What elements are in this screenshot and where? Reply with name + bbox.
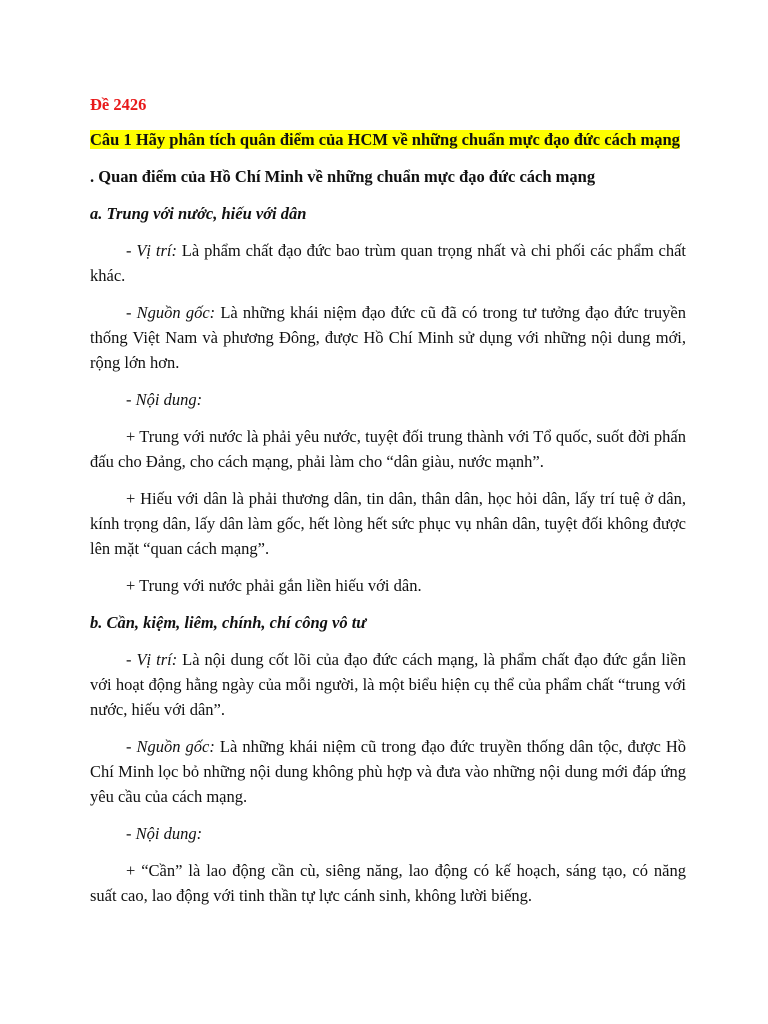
part-b-position [90, 647, 686, 722]
part-b-position-text: Là nội dung cốt lõi của đạo đức cách mạng, là phẩm chất đạo đức gắn liền với hoạt động hằng ngày của mỗi người, là một biểu hiện cụ thể của phẩm chất “trung với nước, hiếu với dân”. [90, 650, 686, 719]
part-b-item: + “Cần” là lao động cần cù, siêng năng, lao động có kế hoạch, sáng tạo, có năng suất cao, lao động với tinh thần tự lực cánh sinh, không lười biếng. [90, 861, 686, 905]
part-a-origin [90, 300, 686, 375]
question-highlight: Câu 1 Hãy phân tích quân điểm của HCM về những chuẩn mực đạo đức cách mạng [90, 130, 680, 149]
part-b-origin-text: Là những khái niệm cũ trong đạo đức truyền thống dân tộc, được Hồ Chí Minh lọc bỏ những nội dung không phù hợp và đưa vào những nội dung mới đáp ứng yêu cầu của cách mạng. [90, 737, 686, 806]
part-b-origin [90, 734, 686, 809]
exam-code: Đề 2426 [90, 95, 147, 114]
document-body [90, 92, 686, 920]
part-a-origin-text: Là những khái niệm đạo đức cũ đã có trong tư tưởng đạo đức truyền thống Việt Nam và phương Đông, được Hồ Chí Minh sử dụng với những nội dung mới, rộng lớn hơn. [90, 303, 687, 372]
part-b-content-label [90, 821, 686, 846]
question-heading [90, 127, 686, 152]
part-b-origin-label: - Nguồn gốc: [126, 737, 215, 756]
part-b-position-label: - Vị trí: [126, 650, 178, 669]
part-a-item: + Trung với nước phải gắn liền hiếu với dân. [126, 576, 422, 595]
part-a-origin-label: - Nguồn gốc: [126, 303, 216, 322]
part-a-content-label-text: - Nội dung: [126, 390, 203, 409]
section-heading: . Quan điểm của Hồ Chí Minh về những chuẩn mực đạo đức cách mạng [90, 167, 596, 186]
part-a-item: + Trung với nước là phải yêu nước, tuyệt đối trung thành với Tổ quốc, suốt đời phấn đấu cho Đảng, cho cách mạng, phải làm cho “dân giàu, nước mạnh”. [90, 427, 686, 471]
part-a-position-label: - Vị trí: [126, 241, 177, 260]
part-a-position [90, 238, 686, 288]
part-a-position-text: Là phẩm chất đạo đức bao trùm quan trọng nhất và chi phối các phẩm chất khác. [90, 241, 686, 285]
part-a-item: + Hiếu với dân là phải thương dân, tin dân, thân dân, học hỏi dân, lấy trí tuệ ở dân, kính trọng dân, lấy dân làm gốc, hết lòng hết sức phục vụ nhân dân, tuyệt đối không được lên mặt “quan cách mạng”. [90, 489, 686, 558]
part-b-content-label-text: - Nội dung: [126, 824, 203, 843]
part-a-content-label [90, 387, 686, 412]
part-b-title: b. Cần, kiệm, liêm, chính, chí công vô tư [90, 613, 367, 632]
part-a-title: a. Trung với nước, hiếu với dân [90, 204, 307, 223]
